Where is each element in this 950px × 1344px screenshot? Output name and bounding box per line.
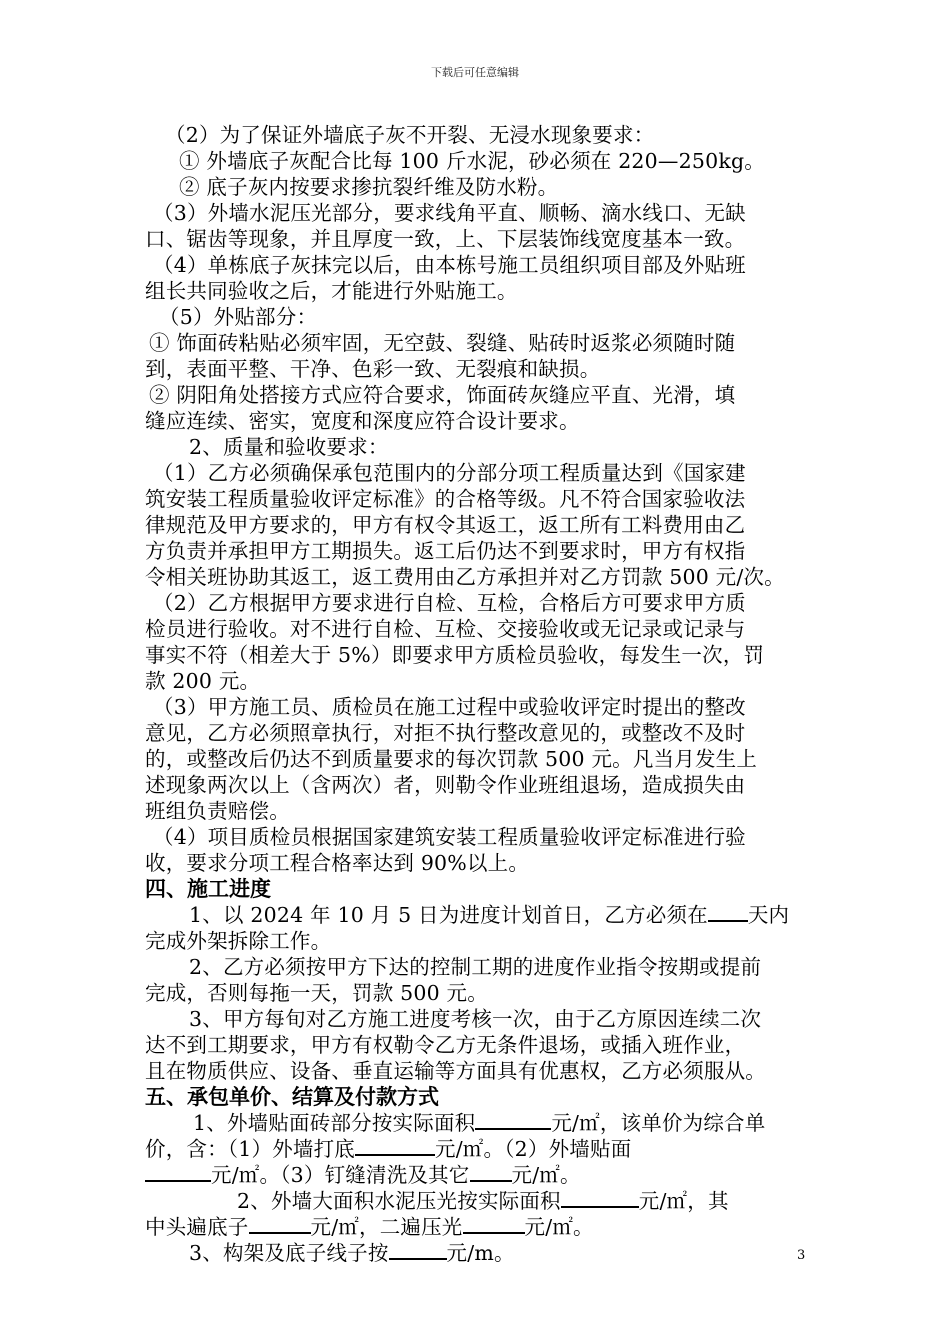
text-line <box>145 1136 815 1162</box>
text-line <box>145 668 815 694</box>
text-segment: 元/m。 <box>446 1241 515 1265</box>
text-segment: （3）外墙水泥压光部分，要求线角平直、顺畅、滴水线口、无缺 <box>153 201 746 225</box>
text-segment: 2、质量和验收要求： <box>189 435 389 459</box>
text-segment: 方负责并承担甲方工期损失。返工后仍达不到要求时，甲方有权指 <box>145 539 746 563</box>
section-heading <box>145 1084 815 1110</box>
fill-in-blank <box>708 902 748 922</box>
fill-in-blank <box>470 1162 512 1182</box>
text-line <box>145 590 815 616</box>
text-line <box>145 434 815 460</box>
text-segment: 检员进行验收。对不进行自检、互检、交接验收或无记录或记录与 <box>145 617 746 641</box>
text-line <box>145 1006 815 1032</box>
text-line <box>145 928 815 954</box>
text-segment: （3）甲方施工员、质检员在施工过程中或验收评定时提出的整改 <box>153 695 746 719</box>
text-segment: 班组负责赔偿。 <box>145 799 290 823</box>
text-line <box>145 1032 815 1058</box>
text-segment: （2）为了保证外墙底子灰不开裂、无浸水现象要求： <box>165 123 655 147</box>
text-line <box>145 278 815 304</box>
text-line <box>145 200 815 226</box>
text-segment: ① 饰面砖粘贴必须牢固，无空鼓、裂缝、贴砖时返浆必须随时随 <box>149 331 736 355</box>
text-segment: 令相关班协助其返工，返工费用由乙方承担并对乙方罚款 500 元/次。 <box>145 565 785 589</box>
text-segment: 意见，乙方必须照章执行，对拒不执行整改意见的，或整改不及时 <box>145 721 746 745</box>
text-line <box>145 330 815 356</box>
text-segment: （5）外贴部分： <box>159 305 318 329</box>
text-line <box>145 382 815 408</box>
text-segment: （4）单栋底子灰抹完以后，由本栋号施工员组织项目部及外贴班 <box>153 253 746 277</box>
page-number: 3 <box>797 1248 806 1263</box>
text-line <box>145 460 815 486</box>
text-segment: 元/㎡，该单价为综合单 <box>551 1111 766 1135</box>
text-segment: 价，含：（1）外墙打底 <box>145 1137 355 1161</box>
text-line <box>145 252 815 278</box>
text-segment: 天内 <box>747 903 790 927</box>
text-line <box>145 122 815 148</box>
text-line <box>145 980 815 1006</box>
text-line <box>145 304 815 330</box>
text-segment: 3、构架及底子线子按 <box>189 1241 389 1265</box>
text-line <box>145 1110 815 1136</box>
text-segment: 元/㎡，二遍压光 <box>310 1215 463 1239</box>
text-line <box>145 1214 815 1240</box>
text-line <box>145 226 815 252</box>
text-segment: 元/㎡。（3）钉缝清洗及其它 <box>211 1163 470 1187</box>
text-segment: 组长共同验收之后，才能进行外贴施工。 <box>145 279 518 303</box>
text-line <box>145 356 815 382</box>
text-line <box>145 720 815 746</box>
text-segment: 3、甲方每旬对乙方施工进度考核一次，由于乙方原因连续二次 <box>189 1007 762 1031</box>
text-line <box>145 1162 815 1188</box>
text-segment: 五、承包单价、结算及付款方式 <box>145 1085 439 1109</box>
text-segment: 缝应连续、密实，宽度和深度应符合设计要求。 <box>145 409 580 433</box>
text-line <box>145 642 815 668</box>
text-line <box>145 798 815 824</box>
text-segment: ① 外墙底子灰配合比每 100 斤水泥，砂必须在 220—250kg。 <box>179 149 765 173</box>
document-body <box>145 122 815 1266</box>
text-segment: 完成，否则每拖一天，罚款 500 元。 <box>145 981 488 1005</box>
text-line <box>145 174 815 200</box>
text-line <box>145 1240 815 1266</box>
text-segment: 事实不符（相差大于 5%）即要求甲方质检员验收，每发生一次，罚 <box>145 643 765 667</box>
text-line <box>145 148 815 174</box>
fill-in-blank <box>463 1214 525 1234</box>
text-segment: （2）乙方根据甲方要求进行自检、互检，合格后方可要求甲方质 <box>153 591 746 615</box>
text-segment: 完成外架拆除工作。 <box>145 929 332 953</box>
text-segment: ② 阴阳角处搭接方式应符合要求，饰面砖灰缝应平直、光滑，填 <box>149 383 736 407</box>
text-line <box>145 746 815 772</box>
text-line <box>145 694 815 720</box>
fill-in-blank <box>389 1240 447 1260</box>
text-segment: 律规范及甲方要求的，甲方有权令其返工，返工所有工料费用由乙 <box>145 513 746 537</box>
text-segment: 2、乙方必须按甲方下达的控制工期的进度作业指令按期或提前 <box>189 955 762 979</box>
text-segment: 元/㎡。 <box>524 1215 594 1239</box>
text-line <box>145 1188 815 1214</box>
fill-in-blank <box>475 1110 551 1130</box>
text-segment: 元/㎡，其 <box>638 1189 729 1213</box>
text-segment: 款 200 元。 <box>145 669 261 693</box>
text-segment: 1、以 2024 年 10 月 5 日为进度计划首日，乙方必须在 <box>189 903 708 927</box>
text-line <box>145 1058 815 1084</box>
text-segment: 达不到工期要求，甲方有权勒令乙方无条件退场，或插入班作业， <box>145 1033 746 1057</box>
text-segment: ② 底子灰内按要求掺抗裂纤维及防水粉。 <box>179 175 559 199</box>
text-segment: 述现象两次以上（含两次）者，则勒令作业班组退场，造成损失由 <box>145 773 746 797</box>
text-segment: 筑安装工程质量验收评定标准》的合格等级。凡不符合国家验收法 <box>145 487 746 511</box>
fill-in-blank <box>355 1136 435 1156</box>
fill-in-blank <box>561 1188 639 1208</box>
fill-in-blank <box>145 1162 211 1182</box>
text-segment: 到，表面平整、干净、色彩一致、无裂痕和缺损。 <box>145 357 601 381</box>
text-line <box>145 408 815 434</box>
text-line <box>145 564 815 590</box>
text-segment: 口、锯齿等现象，并且厚度一致，上、下层装饰线宽度基本一致。 <box>145 227 746 251</box>
text-segment: 收，要求分项工程合格率达到 90%以上。 <box>145 851 530 875</box>
section-heading <box>145 876 815 902</box>
text-line <box>145 538 815 564</box>
page-header: 下载后可任意编辑 <box>431 66 519 79</box>
text-segment: 1、外墙贴面砖部分按实际面积 <box>193 1111 476 1135</box>
text-line <box>145 772 815 798</box>
text-line <box>145 824 815 850</box>
text-line <box>145 954 815 980</box>
text-line <box>145 512 815 538</box>
text-segment: 的，或整改后仍达不到质量要求的每次罚款 500 元。凡当月发生上 <box>145 747 758 771</box>
fill-in-blank <box>249 1214 311 1234</box>
text-segment: （1）乙方必须确保承包范围内的分部分项工程质量达到《国家建 <box>153 461 746 485</box>
text-segment: （4）项目质检员根据国家建筑安装工程质量验收评定标准进行验 <box>153 825 746 849</box>
text-line <box>145 902 815 928</box>
text-line <box>145 616 815 642</box>
text-segment: 中头遍底子 <box>145 1215 249 1239</box>
text-line <box>145 850 815 876</box>
text-segment: 元/㎡。 <box>511 1163 581 1187</box>
text-segment: 2、外墙大面积水泥压光按实际面积 <box>237 1189 561 1213</box>
text-segment: 且在物质供应、设备、垂直运输等方面具有优惠权，乙方必须服从。 <box>145 1059 766 1083</box>
text-segment: 四、施工进度 <box>145 877 271 901</box>
text-line <box>145 486 815 512</box>
text-segment: 元/㎡。（2）外墙贴面 <box>435 1137 632 1161</box>
